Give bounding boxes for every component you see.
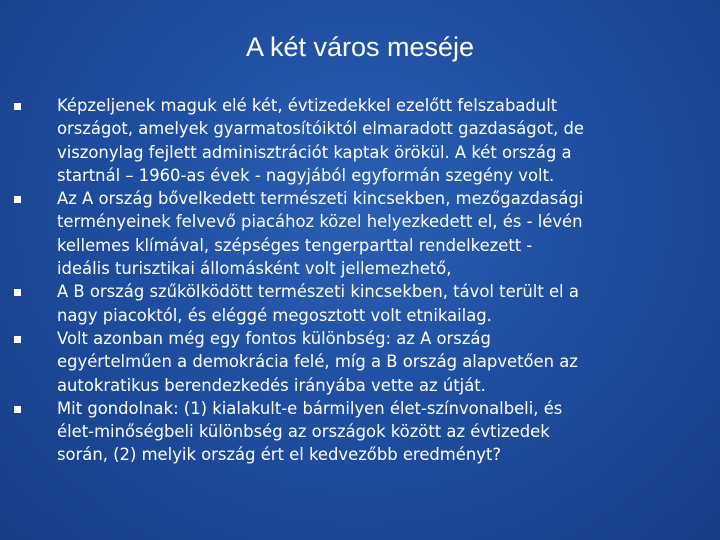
bullet-line: országot, amelyek gyarmatosítóiktól elmaradott gazdaságot, de: [57, 119, 585, 139]
bullet-line: terményeinek felvevő piacához közel helyezkedett el, és - lévén: [57, 212, 583, 232]
bullet-line: Képzeljenek maguk elé két, évtizedekkel ezelőtt felszabadult: [57, 96, 558, 115]
bullet-line: autokratikus berendezkedés irányába vette az útját.: [57, 375, 486, 395]
bullet-list: [0, 94, 720, 467]
square-bullet-icon: [14, 336, 21, 343]
square-bullet-icon: [14, 196, 21, 203]
bullet-line: során, (2) melyik ország ért el kedvezőbb eredményt?: [57, 445, 502, 465]
bullet-item: [0, 327, 720, 397]
bullet-item: [0, 94, 720, 187]
bullet-line: Mit gondolnak: (1) kialakult-e bármilyen élet-színvonalbeli, és: [57, 398, 563, 418]
bullet-line: kellemes klímával, szépséges tengerparttal rendelkezett -: [57, 235, 533, 255]
square-bullet-icon: [14, 289, 21, 296]
bullet-line: startnál – 1960-as évek - nagyjából egyformán szegény volt.: [57, 165, 555, 185]
square-bullet-icon: [14, 103, 21, 110]
bullet-line: Volt azonban még egy fontos különbség: az A ország: [57, 328, 491, 348]
bullet-line: ideális turisztikai állomásként volt jellemezhető,: [57, 259, 452, 279]
square-bullet-icon: [14, 406, 21, 413]
bullet-line: nagy piacoktól, és eléggé megosztott volt etnikailag.: [57, 305, 492, 325]
slide-title: A két város meséje: [245, 32, 475, 62]
bullet-line: A B ország szűkölködött természeti kincsekben, távol terült el a: [57, 282, 579, 302]
bullet-line: egyértelműen a demokrácia felé, míg a B ország alapvetően az: [57, 352, 578, 372]
bullet-item: [0, 187, 720, 280]
bullet-item: [0, 280, 720, 327]
bullet-line: viszonylag fejlett adminisztrációt kaptak örökül. A két ország a: [57, 142, 572, 162]
bullet-item: [0, 397, 720, 467]
bullet-line: élet-minőségbeli különbség az országok között az évtizedek: [57, 422, 550, 442]
bullet-line: Az A ország bővelkedett természeti kincsekben, mezőgazdasági: [57, 189, 584, 209]
